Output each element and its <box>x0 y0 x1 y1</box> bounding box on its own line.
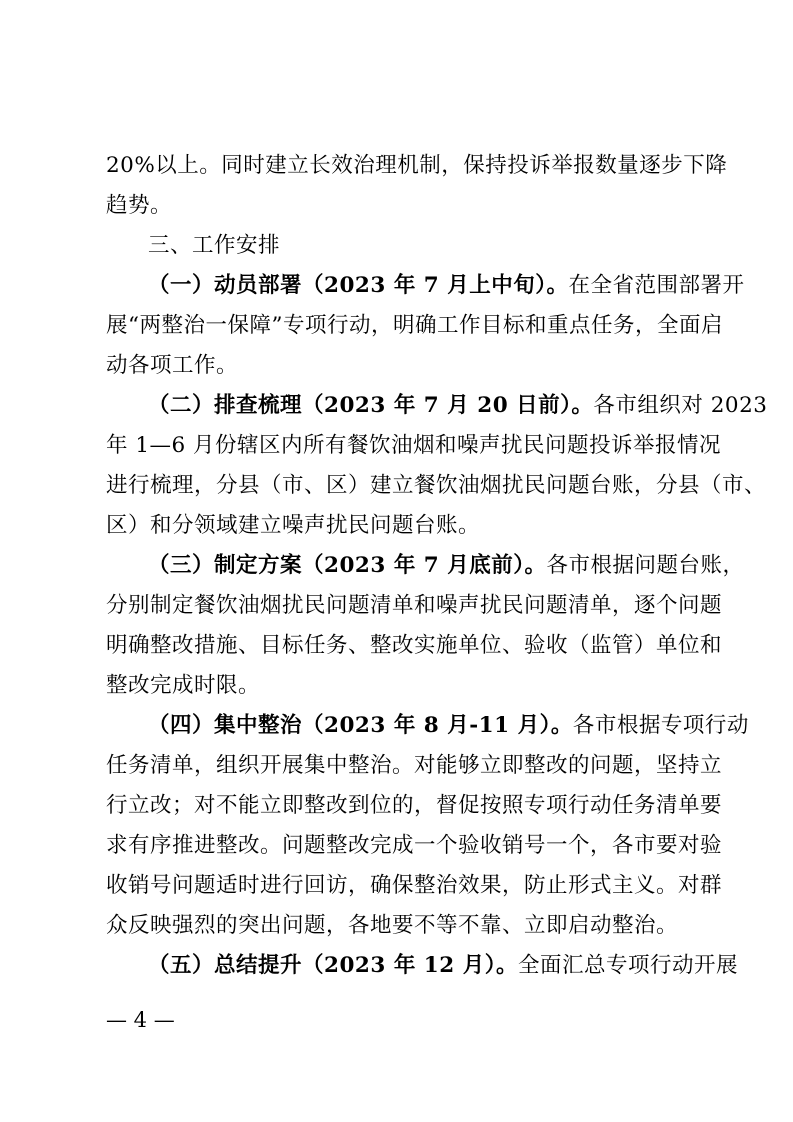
item-3-line-1 <box>148 546 745 586</box>
item-4-line-1 <box>148 706 749 746</box>
item-4-line-4 <box>106 826 723 866</box>
line-text: 各市根据问题台账， <box>546 553 745 578</box>
item-2-line-1 <box>148 386 768 426</box>
page-number: — 4 — <box>106 1008 175 1032</box>
line-text: 趋势。 <box>106 193 173 218</box>
line-text: 各市组织对 2023 <box>593 393 768 418</box>
item-2-line-4 <box>106 506 696 546</box>
section-heading <box>148 226 696 266</box>
item-5-line-1 <box>148 946 738 986</box>
line-text: 各市根据专项行动 <box>572 713 749 738</box>
item-2-title: （二）排查梳理（2023 年 7 月 20 日前）。 <box>148 393 594 418</box>
line-text: 全面汇总专项行动开展 <box>517 953 738 978</box>
line-text: 在全省范围部署开 <box>568 273 745 298</box>
body-line-1 <box>106 146 728 186</box>
line-text: 明确整改措施、目标任务、整改实施单位、验收（监管）单位和 <box>106 633 723 658</box>
line-text: 展“两整治一保障”专项行动，明确工作目标和重点任务，全面启 <box>106 313 723 338</box>
line-text: 分别制定餐饮油烟扰民问题清单和噪声扰民问题清单，逐个问题 <box>106 593 723 618</box>
item-1-line-1 <box>148 266 745 306</box>
line-text: 收销号问题适时进行回访，确保整治效果，防止形式主义。对群 <box>106 873 723 898</box>
line-text: 年 1—6 月份辖区内所有餐饮油烟和噪声扰民问题投诉举报情况 <box>106 433 722 458</box>
item-3-line-4 <box>106 666 696 706</box>
line-text: 求有序推进整改。问题整改完成一个验收销号一个，各市要对验 <box>106 833 723 858</box>
line-text: 进行梳理，分县（市、区）建立餐饮油烟扰民问题台账，分县（市、 <box>106 473 767 498</box>
item-4-line-3 <box>106 786 723 826</box>
item-4-title: （四）集中整治（2023 年 8 月-11 月）。 <box>148 713 573 738</box>
body-line-2 <box>106 186 696 226</box>
line-text: 区）和分领域建立噪声扰民问题台账。 <box>106 513 481 538</box>
line-text: 行立改；对不能立即整改到位的，督促按照专项行动任务清单要 <box>106 793 723 818</box>
item-1-line-3 <box>106 346 696 386</box>
item-3-title: （三）制定方案（2023 年 7 月底前）。 <box>148 553 547 578</box>
line-text: 动各项工作。 <box>106 353 239 378</box>
item-3-line-2 <box>106 586 723 626</box>
item-1-line-2 <box>106 306 723 346</box>
item-4-line-6 <box>106 906 696 946</box>
item-2-line-2 <box>106 426 722 466</box>
item-2-line-3 <box>106 466 767 506</box>
item-5-title: （五）总结提升（2023 年 12 月）。 <box>148 953 518 978</box>
item-4-line-5 <box>106 866 723 906</box>
line-text: 整改完成时限。 <box>106 673 261 698</box>
line-text: 20%以上。同时建立长效治理机制，保持投诉举报数量逐步下降 <box>106 153 728 178</box>
line-text: 众反映强烈的突出问题，各地要不等不靠、立即启动整治。 <box>106 913 679 938</box>
item-4-line-2 <box>106 746 723 786</box>
heading-text: 三、工作安排 <box>148 233 281 258</box>
item-1-title: （一）动员部署（2023 年 7 月上中旬）。 <box>148 273 569 298</box>
item-3-line-3 <box>106 626 723 666</box>
line-text: 任务清单，组织开展集中整治。对能够立即整改的问题，坚持立 <box>106 753 723 778</box>
